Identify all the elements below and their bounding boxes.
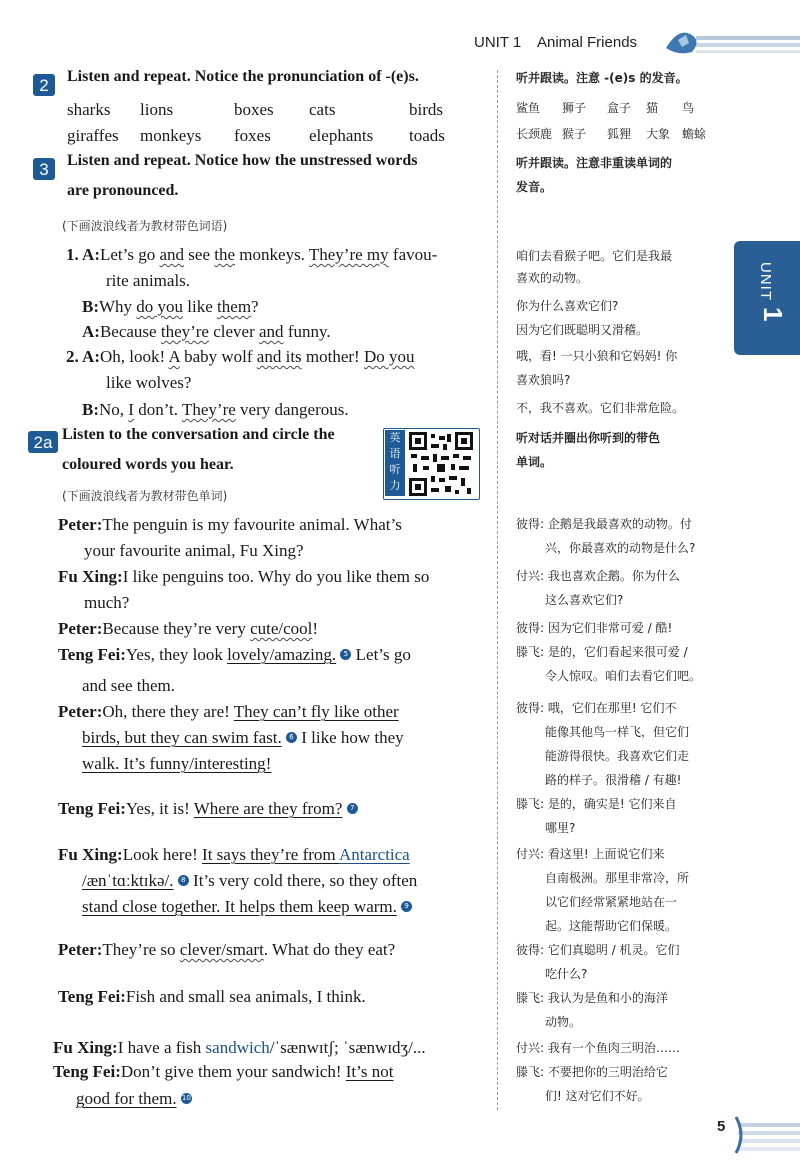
- unstressed-word: They’re: [181, 400, 236, 419]
- colon: :: [120, 645, 126, 664]
- unstressed-word: the: [214, 245, 236, 264]
- unstressed-word: I: [128, 400, 134, 419]
- colon: :: [115, 1062, 121, 1081]
- unstressed-word: They’re my: [308, 245, 389, 264]
- conv-line: [58, 796, 358, 822]
- speaker-fuxing: Fu Xing: [58, 567, 118, 586]
- phonetic: /ænˈtɑːktɪkə/.: [82, 871, 174, 890]
- section-2a-badge: 2a: [28, 431, 58, 453]
- speaker-label: A:: [82, 322, 100, 341]
- text: Look here!: [122, 845, 203, 864]
- unit-tab-word: UNIT: [757, 262, 774, 301]
- dialog-line: rite animals.: [106, 271, 191, 290]
- note-marker: 10: [181, 1094, 191, 1102]
- text: !: [312, 619, 319, 638]
- speaker-tengfei: Teng Fei: [53, 1062, 116, 1081]
- text: It’s very cold there, so they often: [188, 871, 418, 890]
- dialog-line: like wolves?: [106, 373, 192, 392]
- note-marker: 6: [286, 732, 297, 743]
- conv-line: [53, 1059, 393, 1085]
- section-2a-zh-instruction-line2: 单词。: [516, 455, 553, 469]
- qr-code-box[interactable]: [383, 428, 480, 500]
- text: Fish and small sea animals, I think.: [125, 987, 366, 1006]
- zh-line: 路的样子。很滑稽 / 有趣!: [545, 773, 682, 787]
- speaker-label: B:: [82, 297, 99, 316]
- coloured-word[interactable]: cute/cool: [250, 619, 313, 638]
- underlined-sentence: Where are they from?: [193, 799, 343, 818]
- unstressed-word: do you: [136, 297, 184, 316]
- zh-line: 付兴: 看这里! 上面说它们来: [516, 847, 665, 861]
- colon: :: [112, 1038, 118, 1057]
- zh-line: 动物。: [545, 1015, 582, 1029]
- conv-line: [58, 984, 366, 1010]
- section-3-badge: 3: [33, 158, 55, 180]
- underlined-sentence: It’s not: [345, 1062, 394, 1081]
- text: funny.: [283, 322, 331, 341]
- zh-line: 彼得: 因为它们非常可爱 / 酷!: [516, 621, 673, 635]
- zh-line: 起。这能帮助它们保暖。: [545, 919, 678, 933]
- zh-word: 盒子: [607, 101, 632, 115]
- section-2-badge: 2: [33, 74, 55, 96]
- section-2-instruction: Listen and repeat. Notice the pronunciation of -(e)s.: [67, 68, 419, 85]
- zh-line: 能游得很快。我喜欢它们走: [545, 749, 690, 763]
- underlined-sentence: It says they’re from: [202, 845, 339, 864]
- conv-line: [82, 725, 404, 751]
- zh-line: 咱们去看猴子吧。它们是我最: [516, 249, 673, 263]
- colon: :: [117, 567, 123, 586]
- note-marker: 5: [340, 649, 351, 660]
- section-3-zh-instruction-line2: 发音。: [516, 180, 553, 194]
- zh-line: 哦，看! 一只小狼和它妈妈! 你: [516, 349, 678, 363]
- conv-line: [58, 512, 402, 538]
- zh-line: 彼得: 哦，它们在那里! 它们不: [516, 701, 677, 715]
- section-3-instruction-line2: are pronounced.: [67, 182, 179, 199]
- text: .: [331, 645, 337, 664]
- conv-line: [53, 1035, 426, 1061]
- speaker-peter: Peter: [58, 702, 97, 721]
- unstressed-word: A: [168, 347, 180, 366]
- conv-line: [58, 937, 395, 963]
- unstressed-word: and: [259, 322, 284, 341]
- header-title: Animal Friends: [537, 34, 638, 51]
- dialog-line: [66, 242, 437, 268]
- text: Yes, it is!: [125, 799, 194, 818]
- speaker-tengfei: Teng Fei: [58, 987, 121, 1006]
- text: Oh, there they are!: [102, 702, 234, 721]
- page-number: 5: [717, 1118, 726, 1135]
- coloured-word[interactable]: funny/interesting: [149, 754, 266, 773]
- text: monkeys.: [235, 245, 309, 264]
- text: Because they’re very: [102, 619, 251, 638]
- text: very dangerous.: [235, 400, 349, 419]
- dialog-line: [82, 397, 349, 423]
- word: birds: [409, 100, 443, 119]
- dialog-line: [66, 344, 415, 370]
- zh-line: 令人惊叹。咱们去看它们吧。: [545, 669, 702, 683]
- text: favou-: [388, 245, 438, 264]
- speaker-fuxing: Fu Xing: [58, 845, 118, 864]
- zh-line: 不，我不喜欢。它们非常危险。: [516, 401, 685, 415]
- text: don’t.: [133, 400, 182, 419]
- text: Let’s go: [100, 245, 160, 264]
- conv-line: [58, 699, 399, 725]
- text: see: [184, 245, 215, 264]
- underlined-sentence: walk. It’s: [82, 754, 150, 773]
- speaker-peter: Peter: [58, 619, 97, 638]
- zh-line: 哪里?: [545, 821, 576, 835]
- text: Why: [99, 297, 137, 316]
- zh-line: 滕飞: 是的，确实是! 它们来自: [516, 797, 677, 811]
- word: cats: [309, 100, 336, 119]
- conv-line: your favourite animal, Fu Xing?: [84, 541, 304, 560]
- word: monkeys: [140, 126, 202, 145]
- zh-line: 你为什么喜欢它们?: [516, 299, 619, 313]
- page-number-ornament: [690, 1115, 800, 1170]
- header-unit: UNIT 1: [474, 34, 522, 51]
- phonetic: /ˈsænwɪtʃ; ˈsænwɪdʒ/...: [269, 1038, 426, 1057]
- conv-line: [58, 642, 411, 668]
- zh-word: 长颈鹿: [516, 127, 553, 141]
- zh-line: 能像其他鸟一样飞，但它们: [545, 725, 690, 739]
- text: Let’s go: [351, 645, 411, 664]
- qr-code-icon: [409, 432, 473, 496]
- dialog-line: [82, 319, 331, 345]
- highlighted-word: sandwich: [205, 1038, 270, 1057]
- section-3-instruction-line1: Listen and repeat. Notice how the unstressed words: [67, 152, 418, 169]
- zh-line: 自南极洲。那里非常冷，所: [545, 871, 690, 885]
- column-divider: [497, 70, 498, 1110]
- colon: :: [120, 799, 126, 818]
- zh-word: 鲨鱼: [516, 101, 541, 115]
- note-marker: 7: [347, 803, 358, 814]
- zh-line: 付兴: 我有一个鱼肉三明治……: [516, 1041, 680, 1055]
- section-2a-instruction-line1: Listen to the conversation and circle the: [62, 426, 335, 443]
- zh-word: 猴子: [562, 127, 587, 141]
- conv-line: [58, 564, 429, 590]
- text: Oh, look!: [100, 347, 169, 366]
- unstressed-word: and: [159, 245, 185, 264]
- word: giraffes: [67, 126, 119, 145]
- note-marker: 9: [401, 901, 412, 912]
- speaker-peter: Peter: [58, 940, 97, 959]
- underlined-sentence: stand close together. It helps them keep warm.: [82, 897, 397, 916]
- zh-line: 付兴: 我也喜欢企鹅。你为什么: [516, 569, 680, 583]
- speaker-tengfei: Teng Fei: [58, 645, 121, 664]
- section-2-zh-instruction: 听并跟读。注意 -(e)s 的发音。: [516, 71, 688, 85]
- text: I like how they: [296, 728, 404, 747]
- zh-word: 大象: [646, 127, 671, 141]
- zh-word: 猫: [646, 101, 659, 115]
- text: . What do they eat?: [263, 940, 396, 959]
- unstressed-word: and its: [256, 347, 302, 366]
- colon: :: [96, 702, 103, 721]
- zh-word: 鸟: [682, 101, 695, 115]
- zh-line: 因为它们既聪明又滑稽。: [516, 323, 649, 337]
- zh-line: 滕飞: 我认为是鱼和小的海洋: [516, 991, 668, 1005]
- underlined-sentence: good for them.: [76, 1089, 177, 1108]
- coloured-word[interactable]: clever/smart: [179, 940, 264, 959]
- underlined-sentence: They can’t fly like other: [233, 702, 399, 721]
- zh-line: 喜欢狼吗?: [516, 373, 571, 387]
- unstressed-word: Do you: [363, 347, 415, 366]
- word: elephants: [309, 126, 374, 145]
- text: They’re so: [102, 940, 180, 959]
- colon: :: [120, 987, 126, 1006]
- conv-line: [76, 1086, 192, 1112]
- text: Yes, they look: [125, 645, 228, 664]
- text: Don’t give them your sandwich!: [120, 1062, 346, 1081]
- text: clever: [208, 322, 260, 341]
- conv-line: much?: [84, 593, 130, 612]
- zh-word: 蟾蜍: [682, 127, 707, 141]
- section-3-zh-instruction-line1: 听并跟读。注意非重读单词的: [516, 156, 673, 170]
- text: baby wolf: [179, 347, 257, 366]
- zh-word: 狐狸: [607, 127, 632, 141]
- underlined-sentence: birds, but they can swim fast.: [82, 728, 282, 747]
- zh-word: 狮子: [562, 101, 587, 115]
- speaker-peter: Peter: [58, 515, 97, 534]
- colon: :: [96, 515, 103, 534]
- unit-tab-number: 1: [758, 307, 788, 322]
- text: like: [183, 297, 218, 316]
- colon: :: [117, 845, 123, 864]
- zh-line: 们! 这对它们不好。: [545, 1089, 650, 1103]
- note-marker: 8: [178, 875, 189, 886]
- speaker-label: B:: [82, 400, 99, 419]
- coloured-word[interactable]: lovely/amazing: [227, 645, 332, 664]
- zh-line: 喜欢的动物。: [516, 271, 589, 285]
- conv-line: [58, 616, 318, 642]
- zh-line: 彼得: 企鹅是我最喜欢的动物。付: [516, 517, 692, 531]
- text: I have a fish: [117, 1038, 206, 1057]
- text: !: [265, 754, 272, 773]
- zh-line: 滕飞: 不要把你的三明治给它: [516, 1065, 668, 1079]
- speaker-tengfei: Teng Fei: [58, 799, 121, 818]
- header-ornament: [656, 26, 800, 56]
- speaker-label: 1. A:: [66, 245, 100, 264]
- conv-line: and see them.: [82, 676, 175, 695]
- word: toads: [409, 126, 445, 145]
- zh-line: 以它们经常紧紧地站在一: [545, 895, 678, 909]
- text: The penguin is my favourite animal. What’s: [102, 515, 402, 534]
- unit-side-tab-label: [757, 262, 788, 322]
- section-2a-note: (下画波浪线者为教材带色单词): [62, 489, 228, 503]
- text: ?: [251, 297, 259, 316]
- word: lions: [140, 100, 174, 119]
- text: No,: [99, 400, 129, 419]
- word: boxes: [234, 100, 274, 119]
- zh-line: 吃什么?: [545, 967, 588, 981]
- speaker-fuxing: Fu Xing: [53, 1038, 113, 1057]
- conv-line: [82, 894, 412, 920]
- zh-line: 滕飞: 是的，它们看起来很可爱 /: [516, 645, 688, 659]
- zh-line: 彼得: 它们真聪明 / 机灵。它们: [516, 943, 680, 957]
- word: foxes: [234, 126, 271, 145]
- conv-line: [58, 842, 410, 868]
- section-2a-instruction-line2: coloured words you hear.: [62, 456, 234, 473]
- conv-line: [82, 751, 271, 777]
- word: sharks: [67, 100, 111, 119]
- colon: :: [96, 619, 103, 638]
- zh-line: 兴，你最喜欢的动物是什么?: [545, 541, 696, 555]
- colon: :: [96, 940, 103, 959]
- conv-line: [82, 868, 417, 894]
- highlighted-word: Antarctica: [338, 845, 410, 864]
- unstressed-word: they’re: [160, 322, 209, 341]
- text: Because: [99, 322, 161, 341]
- zh-line: 这么喜欢它们?: [545, 593, 624, 607]
- qr-label: 英语听力: [385, 430, 405, 496]
- text: mother!: [301, 347, 364, 366]
- dialog-line: [82, 294, 259, 320]
- unstressed-word: them: [217, 297, 252, 316]
- section-2a-zh-instruction-line1: 听对话并圈出你听到的带色: [516, 431, 661, 445]
- speaker-label: 2. A:: [66, 347, 100, 366]
- section-3-note: (下画波浪线者为教材带色词语): [62, 219, 228, 233]
- text: I like penguins too. Why do you like them so: [122, 567, 430, 586]
